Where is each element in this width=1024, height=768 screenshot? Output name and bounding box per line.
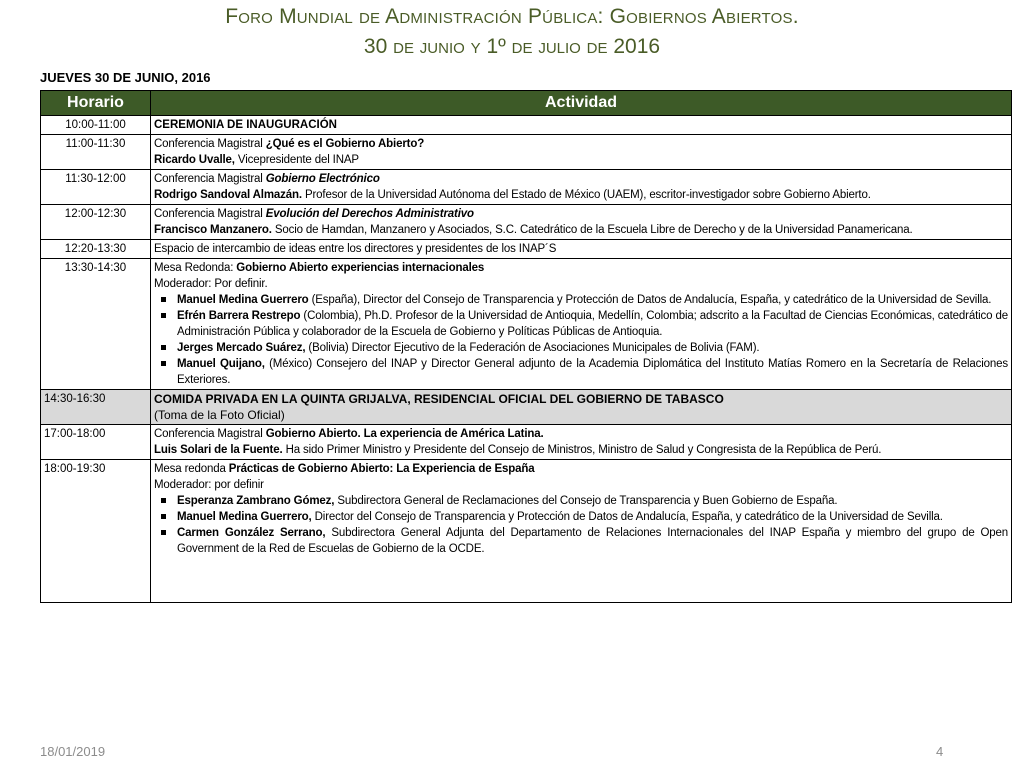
row-activity <box>151 170 1012 205</box>
row-time: 17:00-18:00 <box>41 425 151 460</box>
activity-title: COMIDA PRIVADA EN LA QUINTA GRIJALVA, RESIDENCIAL OFICIAL DEL GOBIERNO DE TABASCO <box>154 392 724 406</box>
bullet-square-icon <box>161 313 166 318</box>
table-row <box>41 460 1012 603</box>
activity-text: Espacio de intercambio de ideas entre los directores y presidentes de los INAP´S <box>154 243 557 255</box>
activity-type: Conferencia Magistral <box>154 173 266 185</box>
speaker-name: Ricardo Uvalle, <box>154 154 235 166</box>
page-title <box>0 2 1024 62</box>
title-line-2: 30 de junio y 1º de julio de 2016 <box>363 35 661 58</box>
table-row <box>41 259 1012 390</box>
panelist-info: Subdirectora General de Reclamaciones del Consejo de Transparencia y Buen Gobierno de España. <box>334 495 838 507</box>
footer-date: 18/01/2019 <box>40 744 106 759</box>
activity-title: Gobierno Abierto. La experiencia de América Latina. <box>265 428 544 440</box>
panelist-name: Jerges Mercado Suárez, <box>177 342 306 354</box>
day-label: JUEVES 30 DE JUNIO, 2016 <box>40 70 211 85</box>
table-row <box>41 390 1012 425</box>
title-line-1: Foro Mundial de Administración Pública: Gobiernos Abiertos. <box>225 5 799 28</box>
activity-type: Mesa Redonda: <box>154 262 237 274</box>
row-activity <box>151 390 1012 425</box>
row-time: 10:00-11:00 <box>41 116 151 135</box>
table-row <box>41 135 1012 170</box>
row-time: 12:00-12:30 <box>41 205 151 240</box>
speaker-info: Ha sido Primer Ministro y Presidente del Consejo de Ministros, Ministro de Salud y Congresista de la República de Perú. <box>282 444 882 456</box>
row-time: 18:00-19:30 <box>41 460 151 603</box>
activity-type: Conferencia Magistral <box>154 428 266 440</box>
table-row <box>41 116 1012 135</box>
speaker-name: Luis Solari de la Fuente. <box>154 444 283 456</box>
row-activity <box>151 425 1012 460</box>
panelist-name: Manuel Quijano, <box>177 358 265 370</box>
row-activity <box>151 135 1012 170</box>
row-time: 11:30-12:00 <box>41 170 151 205</box>
bullet-square-icon <box>161 345 166 350</box>
list-item <box>158 493 1008 509</box>
activity-title: Gobierno Electrónico <box>265 173 380 185</box>
moderator: Moderador: Por definir. <box>154 278 268 290</box>
panelist-name: Efrén Barrera Restrepo <box>177 310 301 322</box>
list-item <box>158 356 1008 388</box>
panelist-info: Director del Consejo de Transparencia y Protección de Datos de Andalucía, España, y catedrático de la Universidad de Sevilla. <box>311 511 943 523</box>
row-time: 11:00-11:30 <box>41 135 151 170</box>
bullet-square-icon <box>161 498 166 503</box>
list-item <box>158 509 1008 525</box>
activity-title: Evolución del Derechos Administrativo <box>265 208 474 220</box>
activity-type: Conferencia Magistral <box>154 208 266 220</box>
activity-title: ¿Qué es el Gobierno Abierto? <box>265 138 425 150</box>
row-activity <box>151 460 1012 603</box>
panelist-info: (Colombia), Ph.D. Profesor de la Universidad de Antioquia, Medellín, Colombia; adscrito a la Facultad de Ciencias Económicas, catedrático de Administración Pública y colaborador de la Escuela de Gobierno y Políticas Públicas de Antioquia. <box>177 310 1008 338</box>
speaker-info: Vicepresidente del INAP <box>234 154 359 166</box>
page-number: 4 <box>936 744 944 759</box>
panelist-name: Manuel Medina Guerrero <box>177 294 309 306</box>
panelist-name: Manuel Medina Guerrero, <box>177 511 312 523</box>
bullet-square-icon <box>161 514 166 519</box>
panelist-name: Esperanza Zambrano Gómez, <box>177 495 335 507</box>
panelist-info: Subdirectora General Adjunta del Departamento de Relaciones Internacionales del INAP España y miembro del grupo de Open Government de la Red de Escuelas de Gobierno de la OCDE. <box>177 527 1009 555</box>
speaker-name: Francisco Manzanero. <box>154 224 272 236</box>
bullet-square-icon <box>161 361 166 366</box>
row-activity <box>151 116 1012 135</box>
row-time: 12:20-13:30 <box>41 240 151 259</box>
row-activity <box>151 240 1012 259</box>
header-actividad: Actividad <box>151 91 1012 116</box>
list-item <box>158 308 1008 340</box>
activity-title: CEREMONIA DE INAUGURACIÓN <box>154 119 337 131</box>
panelist-info: (España), Director del Consejo de Transparencia y Protección de Datos de Andalucía, España, y catedrático de la Universidad de Sevilla. <box>308 294 992 306</box>
activity-type: Mesa redonda <box>154 463 229 475</box>
table-row <box>41 205 1012 240</box>
activity-title: Prácticas de Gobierno Abierto: La Experiencia de España <box>228 463 535 475</box>
list-item <box>158 525 1008 557</box>
panelist-name: Carmen González Serrano, <box>177 527 326 539</box>
table-row <box>41 240 1012 259</box>
list-item <box>158 292 1008 308</box>
speaker-info: Socio de Hamdan, Manzanero y Asociados, S.C. Catedrático de la Escuela Libre de Derecho y de la Universidad Panamericana. <box>271 224 913 236</box>
table-header-row <box>41 91 1012 116</box>
agenda-table <box>40 90 1012 603</box>
bullet-square-icon <box>161 530 166 535</box>
row-activity <box>151 205 1012 240</box>
header-horario: Horario <box>41 91 151 116</box>
activity-type: Conferencia Magistral <box>154 138 266 150</box>
speaker-name: Rodrigo Sandoval Almazán. <box>154 189 302 201</box>
bullet-square-icon <box>161 297 166 302</box>
table-row <box>41 170 1012 205</box>
panelist-info: (México) Consejero del INAP y Director General adjunto de la Academia Diplomática del Instituto Matías Romero en la Secretaría de Relaciones Exteriores. <box>177 358 1008 386</box>
speaker-info: Profesor de la Universidad Autónoma del Estado de México (UAEM), escritor-investigador sobre Gobierno Abierto. <box>301 189 871 201</box>
panelist-list <box>154 493 1008 557</box>
row-activity <box>151 259 1012 390</box>
moderator: Moderador: por definir <box>154 479 264 491</box>
list-item <box>158 340 1008 356</box>
activity-title: Gobierno Abierto experiencias internacionales <box>236 262 485 274</box>
row-time: 14:30-16:30 <box>41 390 151 425</box>
row-time: 13:30-14:30 <box>41 259 151 390</box>
table-row <box>41 425 1012 460</box>
panelist-list <box>154 292 1008 388</box>
panelist-info: (Bolivia) Director Ejecutivo de la Federación de Asociaciones Municipales de Bolivia (FAM). <box>305 342 760 354</box>
activity-note: (Toma de la Foto Oficial) <box>154 408 285 422</box>
